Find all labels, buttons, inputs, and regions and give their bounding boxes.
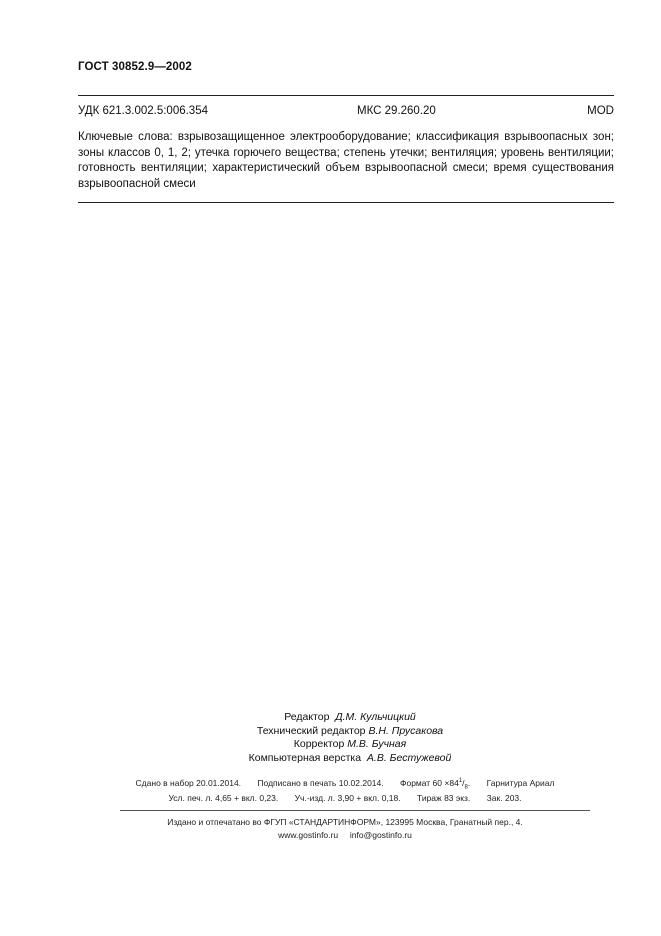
credit-tech-editor: Технический редактор В.Н. Прусакова bbox=[256, 724, 444, 737]
typeface: Гарнитура Ариал bbox=[486, 778, 555, 788]
credit-corrector: Корректор М.В. Бучная bbox=[293, 738, 407, 750]
editor-name: Д.М. Кульчицкий bbox=[335, 711, 416, 723]
imprint-line-2 bbox=[100, 793, 590, 803]
credits-block bbox=[220, 711, 480, 765]
tech-editor-name: В.Н. Прусакова bbox=[368, 724, 444, 737]
print-sheets: Усл. печ. л. 4,65 + вкл. 0,23. bbox=[168, 793, 279, 803]
credit-editor: Редактор Д.М. Кульчицкий bbox=[284, 711, 416, 723]
mks-code: МКС 29.260.20 bbox=[357, 105, 436, 117]
standard-number: ГОСТ 30852.9—2002 bbox=[78, 61, 192, 73]
credit-layout: Компьютерная верстка А.В. Бестужевой bbox=[248, 751, 452, 764]
website-link[interactable]: www.gostinfo.ru bbox=[278, 830, 339, 840]
corrector-name: М.В. Бучная bbox=[347, 738, 407, 750]
layout-name: А.В. Бестужевой bbox=[366, 751, 452, 764]
pub-sheets: Уч.-изд. л. 3,90 + вкл. 0,18. bbox=[294, 793, 401, 803]
set-date: Сдано в набор 20.01.2014. bbox=[135, 778, 242, 788]
mod-marker: MOD bbox=[587, 105, 614, 117]
keywords-paragraph: Ключевые слова: взрывозащищенное электрооборудование; классификация взрывоопасных зон; зоны классов 0, 1, 2; утечка горючего вещества; степень утечки; вентиляция; уровень вентиляции; готовность вентиляции; характеристический объем взрывоопасной смеси; время существования взрывоопасной смеси bbox=[78, 131, 614, 190]
imprint-line-1 bbox=[100, 778, 590, 791]
contacts-line bbox=[100, 830, 590, 840]
paper-format: Формат $60 \times 84^1/_8$. bbox=[400, 778, 471, 791]
circulation: Тираж 83 экз. bbox=[417, 793, 471, 803]
sign-date: Подписано в печать 10.02.2014. bbox=[257, 778, 384, 788]
email-link[interactable]: info@gostinfo.ru bbox=[349, 830, 412, 840]
publisher-line: Издано и отпечатано во ФГУП «СТАНДАРТИНФОРМ», 123995 Москва, Гранатный пер., 4. bbox=[167, 817, 523, 827]
imprint-divider bbox=[120, 810, 590, 811]
classification-row bbox=[78, 105, 614, 121]
keywords-divider bbox=[78, 202, 614, 203]
udk-code: УДК 621.3.002.5:006.354 bbox=[78, 105, 208, 117]
header-divider bbox=[78, 95, 614, 96]
order-number: Зак. 203. bbox=[486, 793, 522, 803]
